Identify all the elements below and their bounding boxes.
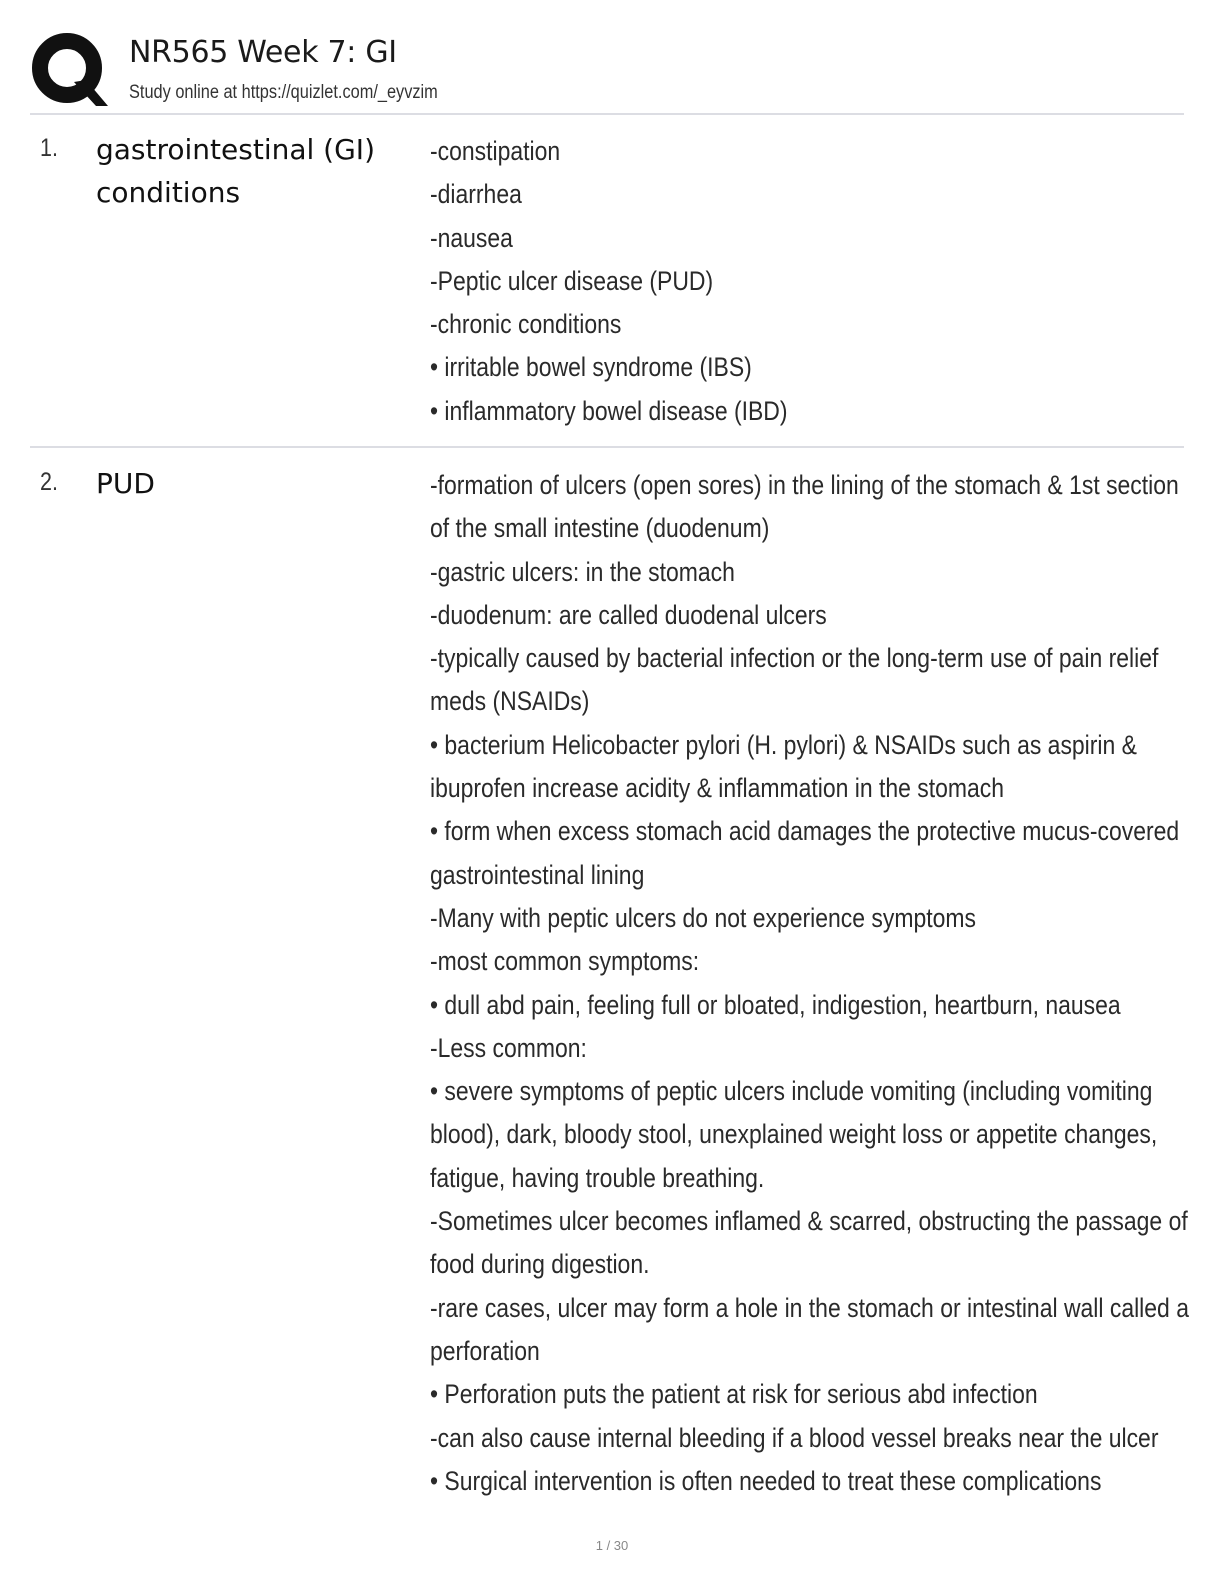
- definition-line: -rare cases, ulcer may form a hole in the stomach or intestinal wall called a: [430, 1292, 1189, 1323]
- definition-line: -formation of ulcers (open sores) in the lining of the stomach & 1st section: [430, 470, 1179, 500]
- card-number: 1.: [40, 134, 58, 162]
- definition-line: • severe symptoms of peptic ulcers include vomiting (including vomiting: [430, 1076, 1153, 1107]
- card-definition: [430, 130, 1170, 433]
- definition-line: -Less common:: [430, 1032, 587, 1063]
- header-divider: [30, 113, 1184, 115]
- definition-line: -duodenum: are called duodenal ulcers: [430, 599, 827, 630]
- definition-line: -can also cause internal bleeding if a blood vessel breaks near the ulcer: [430, 1422, 1159, 1453]
- definition-line: -gastric ulcers: in the stomach: [430, 556, 735, 587]
- definition-line: -Peptic ulcer disease (PUD): [430, 265, 714, 296]
- definition-line: • inflammatory bowel disease (IBD): [430, 395, 788, 426]
- definition-line: -chronic conditions: [430, 309, 622, 340]
- definition-line: of the small intestine (duodenum): [430, 513, 770, 544]
- definition-line: -typically caused by bacterial infection or the long-term use of pain relief: [430, 643, 1159, 674]
- definition-line: -diarrhea: [430, 179, 522, 210]
- definition-line: meds (NSAIDs): [430, 686, 590, 717]
- definition-line: fatigue, having trouble breathing.: [430, 1162, 765, 1193]
- definition-line: gastrointestinal lining: [430, 859, 645, 890]
- page-number: 1 / 30: [595, 1538, 629, 1553]
- definition-line: -nausea: [430, 222, 513, 253]
- document-title: NR565 Week 7: GI: [129, 35, 397, 70]
- card-term: PUD: [96, 467, 155, 500]
- card-term: gastrointestinal (GI) conditions: [96, 133, 375, 209]
- card-definition: [430, 464, 1189, 1503]
- definition-line: • form when excess stomach acid damages the protective mucus-covered: [430, 816, 1180, 847]
- quizlet-logo-icon: [30, 30, 108, 108]
- definition-line: • Surgical intervention is often needed to treat these complications: [430, 1465, 1102, 1496]
- definition-line: food during digestion.: [430, 1249, 650, 1280]
- definition-line: • dull abd pain, feeling full or bloated, indigestion, heartburn, nausea: [430, 989, 1121, 1020]
- definition-line: blood), dark, bloody stool, unexplained weight loss or appetite changes,: [430, 1119, 1158, 1150]
- study-online-link[interactable]: Study online at https://quizlet.com/_eyvzim: [129, 82, 438, 103]
- definition-line: -most common symptoms:: [430, 946, 700, 977]
- definition-line: • irritable bowel syndrome (IBS): [430, 352, 752, 383]
- definition-line: ibuprofen increase acidity & inflammation in the stomach: [430, 773, 1005, 804]
- definition-line: -constipation: [430, 136, 561, 166]
- definition-line: • Perforation puts the patient at risk for serious abd infection: [430, 1379, 1038, 1410]
- card-number: 2.: [40, 468, 58, 496]
- card-divider: [30, 446, 1184, 448]
- definition-line: perforation: [430, 1335, 540, 1366]
- definition-line: -Many with peptic ulcers do not experience symptoms: [430, 902, 976, 933]
- definition-line: • bacterium Helicobacter pylori (H. pylori) & NSAIDs such as aspirin &: [430, 729, 1137, 760]
- definition-line: -Sometimes ulcer becomes inflamed & scarred, obstructing the passage of: [430, 1206, 1188, 1237]
